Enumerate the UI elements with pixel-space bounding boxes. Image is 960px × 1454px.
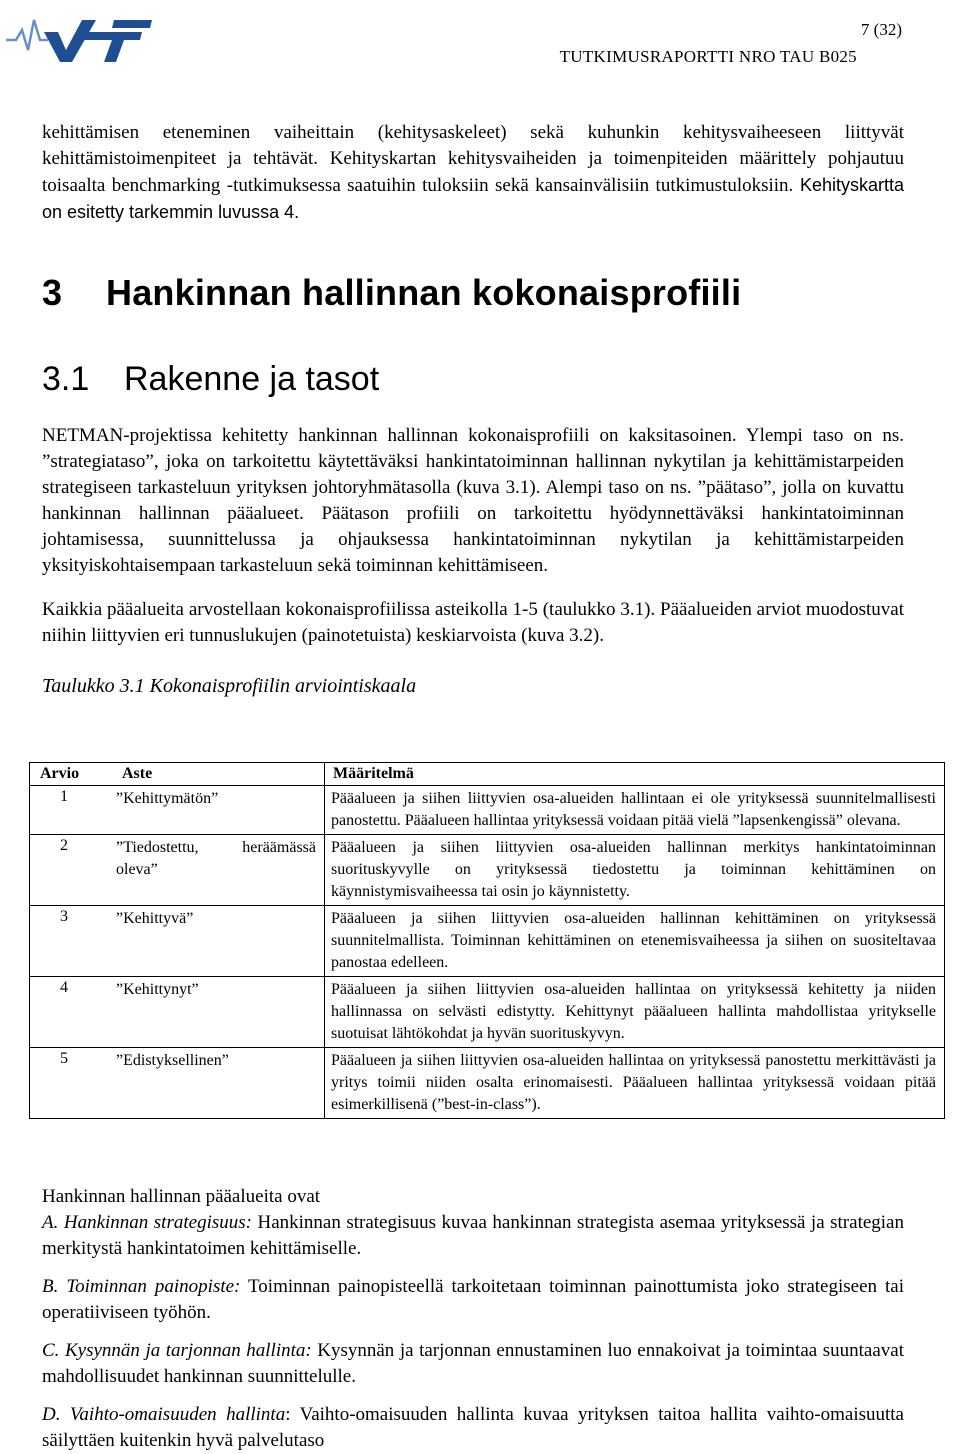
- document-body: [42, 120, 904, 699]
- vtt-logo: [4, 6, 154, 66]
- subsection-title: Rakenne ja tasot: [124, 360, 380, 398]
- area-item: [42, 1338, 904, 1390]
- area-label: D. Vaihto-omaisuuden hallinta: [42, 1404, 286, 1425]
- cell-maaritelma: Pääalueen ja siihen liittyvien osa-alueiden hallintaa on yrityksessä kehitetty ja niiden hallinnassa on selvästi edistytty. Kehittynyt pääalueen hallinta mahdollistaa yritykselle suotuisat lähtökohdat ja hyvän suorituskyvyn.: [325, 977, 945, 1048]
- cell-arvio: 1: [30, 786, 109, 835]
- report-id: TUTKIMUSRAPORTTI NRO TAU B025: [559, 47, 857, 66]
- area-label: A. Hankinnan strategisuus:: [42, 1212, 252, 1233]
- main-areas-section: [42, 1184, 904, 1454]
- header-maaritelma: Määritelmä: [325, 763, 945, 786]
- table-row: [30, 1048, 945, 1119]
- cell-maaritelma: Pääalueen ja siihen liittyvien osa-alueiden hallinnan kehittäminen on yrityksessä suunnitelmallista. Toiminnan kehittäminen on etenemisvaiheessa ja siihen on suositeltavaa panostaa edelleen.: [325, 906, 945, 977]
- table-header-row: [30, 763, 945, 786]
- cell-aste: ”Kehittynyt”: [108, 977, 325, 1048]
- cell-arvio: 4: [30, 977, 109, 1048]
- rating-scale-table: [29, 762, 945, 1119]
- area-text: Hankinnan strategisuus kuvaa hankinnan strategista asemaa yrityksessä ja strategian merkitystä hankintatoimen kehittämiselle.: [42, 1212, 904, 1259]
- intro-text: kehittämisen eteneminen vaiheittain (kehitysaskeleet) sekä kuhunkin kehitysvaiheeseen liittyvät kehittämistoimenpiteet ja tehtävät. Kehityskartan kehitysvaiheiden ja toimenpiteiden määrittely pohjautuu toisaalta benchmarking -tutkimuksessa saatuihin tuloksiin sekä kansainvälisiin tutkimustuloksiin.: [42, 122, 904, 196]
- paragraph-rating: Kaikkia pääalueita arvostellaan kokonaisprofiilissa asteikolla 1-5 (taulukko 3.1). Pääalueiden arviot muodostuvat niihin liittyvien eri tunnuslukujen (painotetuista) keskiarvoista (kuva 3.2).: [42, 599, 904, 646]
- subsection-heading: [42, 360, 904, 399]
- area-text: Kysynnän ja tarjonnan ennustaminen luo ennakoivat ja toimintaa suuntaavat mahdollisuudet hankinnan suunnittelulle.: [42, 1340, 904, 1387]
- cell-arvio: 3: [30, 906, 109, 977]
- areas-intro: Hankinnan hallinnan pääalueita ovat: [42, 1186, 321, 1207]
- cell-arvio: 2: [30, 835, 109, 906]
- cell-arvio: 5: [30, 1048, 109, 1119]
- cell-maaritelma: Pääalueen ja siihen liittyvien osa-alueiden hallintaa on yrityksessä panostettu merkittävästi ja yritys toimii niiden osalta erinomaisesti. Pääalueen hallintaa yrityksessä voidaan pitää esimerkillisenä (”best-in-class”).: [325, 1048, 945, 1119]
- section-number: 3: [42, 272, 63, 313]
- table-row: [30, 835, 945, 906]
- area-item: [42, 1210, 904, 1262]
- intro-paragraph: [42, 120, 904, 226]
- cell-aste: ”Tiedostettu, heräämässä oleva”: [108, 835, 325, 906]
- cell-maaritelma: Pääalueen ja siihen liittyvien osa-alueiden hallintaan ei ole yrityksessä suunnitelmallisesti panostettu. Pääalueen hallintaa yrityksessä voidaan pitää vielä ”lapsenkengissä” olevana.: [325, 786, 945, 835]
- section-heading: [42, 272, 904, 314]
- table-row: [30, 977, 945, 1048]
- intro-text-sans: Kehityskartta on esitetty tarkemmin luvussa 4.: [42, 175, 904, 222]
- header-arvio: Arvio: [30, 763, 109, 786]
- area-label: B. Toiminnan painopiste:: [42, 1276, 241, 1297]
- cell-maaritelma: Pääalueen ja siihen liittyvien osa-alueiden hallinnan merkitys hankintatoiminnan suorituskyvylle on yrityksessä tiedostettu ja toiminnan kehittäminen on käynnistymisvaiheessa tai osin jo käynnistetty.: [325, 835, 945, 906]
- area-text: Toiminnan painopisteellä tarkoitetaan toiminnan painottumista joko strategiseen tai operatiiviseen työhön.: [42, 1276, 904, 1323]
- area-text: : Vaihto-omaisuuden hallinta kuvaa yrityksen taitoa hallita vaihto-omaisuutta säilyttäen kuitenkin hyvä palvelutaso: [42, 1404, 904, 1451]
- subsection-number: 3.1: [42, 360, 90, 398]
- cell-aste: ”Kehittyvä”: [108, 906, 325, 977]
- section-title: Hankinnan hallinnan kokonaisprofiili: [106, 272, 742, 313]
- cell-aste: ”Edistyksellinen”: [108, 1048, 325, 1119]
- area-item: [42, 1274, 904, 1326]
- table-caption: Taulukko 3.1 Kokonaisprofiilin arviointiskaala: [42, 675, 417, 697]
- area-label: C. Kysynnän ja tarjonnan hallinta:: [42, 1340, 312, 1361]
- page-number: 7 (32): [860, 20, 902, 39]
- page-header: [0, 0, 960, 80]
- cell-aste: ”Kehittymätön”: [108, 786, 325, 835]
- paragraph-structure: NETMAN-projektissa kehitetty hankinnan hallinnan kokonaisprofiili on kaksitasoinen. Ylempi taso on ns. ”strategiataso”, joka on tarkoitettu käytettäväksi hankintatoiminnan hallinnan nykytilan ja kehittämistarpeiden strategiseen tarkasteluun yrityksen johtoryhmätasolla (kuva 3.1). Alempi taso on ns. ”päätaso”, jolla on kuvattu hankinnan hallinnan pääalueet. Päätason profiili on tarkoitettu hyödynnettäväksi hankintatoiminnan johtamisessa, suunnittelussa ja ohjauksessa hankintatoiminnan nykytilan ja kehittämistarpeiden yksityiskohtaisempaan tarkasteluun sekä toiminnan kehittämiseen.: [42, 425, 904, 576]
- header-aste: Aste: [108, 763, 325, 786]
- area-item: [42, 1402, 904, 1454]
- table-row: [30, 906, 945, 977]
- table-row: [30, 786, 945, 835]
